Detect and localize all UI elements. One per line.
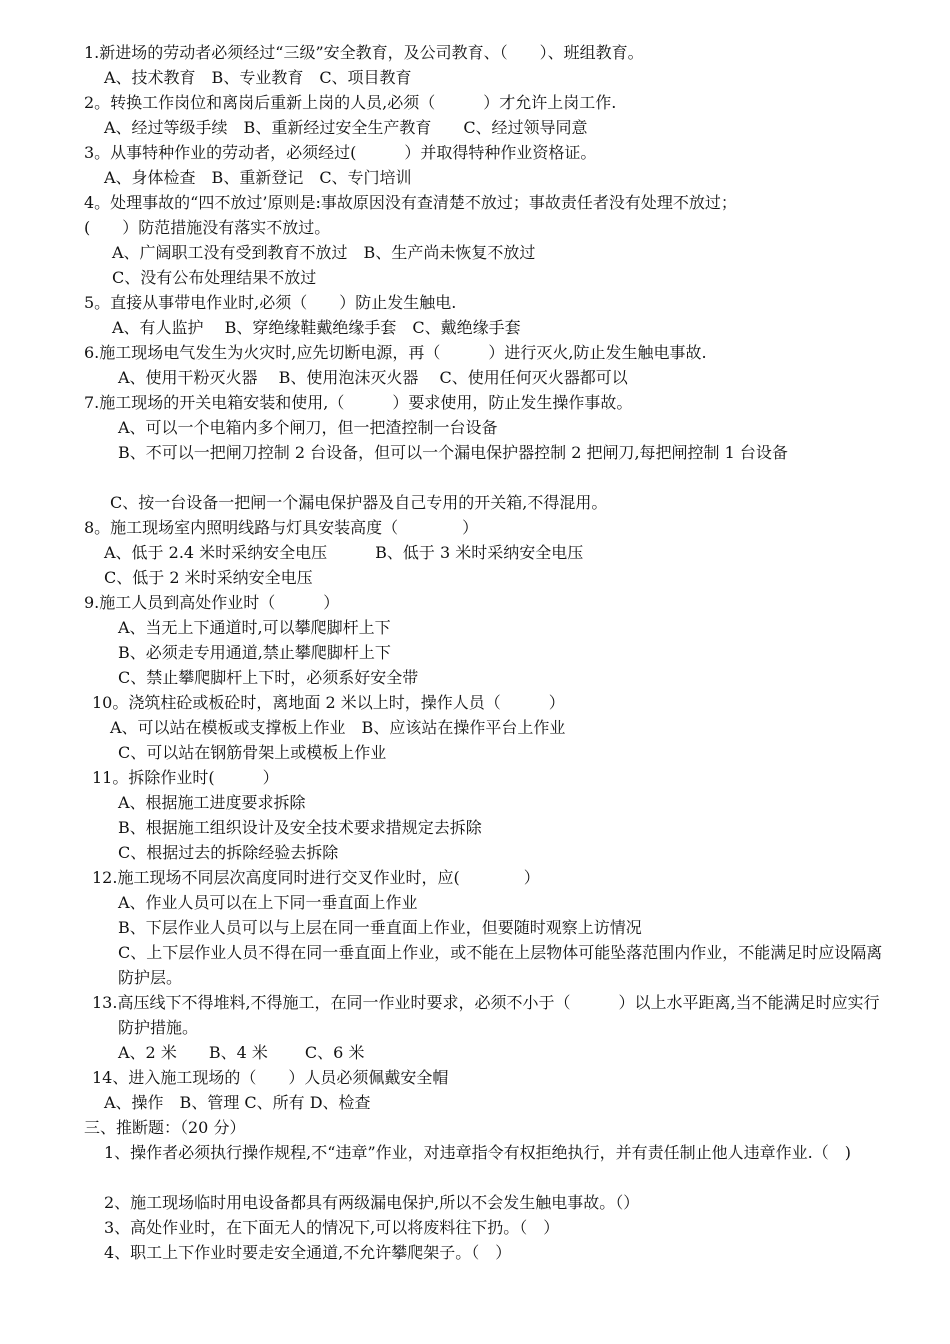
question-5: 5。直接从事带电作业时,必须（ ）防止发生触电. [84, 293, 457, 312]
question-14: 14、进入施工现场的（ ）人员必须佩戴安全帽 [92, 1068, 449, 1087]
question-8-option-c: C、低于 2 米时采纳安全电压 [104, 568, 313, 587]
question-1: 1.新进场的劳动者必须经过“三级”安全教育，及公司教育、（ ）、班组教育。 [84, 43, 644, 62]
question-13: 13.高压线下不得堆料,不得施工，在同一作业时要求，必须不小于（ ）以上水平距离,当不能满足时应实行防护措施。 [92, 993, 880, 1037]
question-12-option-a: A、作业人员可以在上下同一垂直面上作业 [118, 893, 418, 912]
question-4-option-c: C、没有公布处理结果不放过 [112, 268, 317, 287]
question-11: 11。拆除作业时( ） [92, 768, 279, 787]
question-10-option-c: C、可以站在钢筋骨架上或模板上作业 [118, 743, 387, 762]
section-heading-judgment: 三、推断题：（20 分） [84, 1118, 246, 1137]
judgment-3: 3、高处作业时，在下面无人的情况下,可以将废料往下扔。（ ） [104, 1218, 560, 1237]
question-2: 2。转换工作岗位和离岗后重新上岗的人员,必须（ ）才允许上岗工作. [84, 93, 617, 112]
judgment-4: 4、职工上下作业时要走安全通道,不允许攀爬架子。（ ） [104, 1243, 512, 1262]
question-9-option-b: B、必须走专用通道,禁止攀爬脚杆上下 [118, 643, 391, 662]
question-3: 3。从事特种作业的劳动者，必须经过( ）并取得特种作业资格证。 [84, 143, 597, 162]
question-10-options-ab: A、可以站在模板或支撑板上作业 B、应该站在操作平台上作业 [110, 718, 566, 737]
question-4: 4。处理事故的“四不放过’原则是:事故原因没有查清楚不放过；事故责任者没有处理不放过； [84, 193, 737, 212]
question-4-continued: ( ）防范措施没有落实不放过。 [84, 218, 331, 237]
question-12: 12.施工现场不同层次高度同时进行交叉作业时，应( ） [92, 868, 540, 887]
question-12-option-c: C、上下层作业人员不得在同一垂直面上作业，或不能在上层物体可能坠落范围内作业，不能满足时应设隔离防护层。 [118, 943, 883, 987]
question-5-options: A、有人监护 B、穿绝缘鞋戴绝缘手套 C、戴绝缘手套 [112, 318, 521, 337]
question-6: 6.施工现场电气发生为火灾时,应先切断电源，再（ ）进行灭火,防止发生触电事故. [84, 343, 707, 362]
question-10: 10。浇筑柱砼或板砼时，离地面 2 米以上时，操作人员（ ） [92, 693, 565, 712]
question-7-option-a: A、可以一个电箱内多个闸刀，但一把渣控制一台设备 [118, 418, 498, 437]
question-13-options: A、2 米 B、4 米 C、6 米 [118, 1043, 365, 1062]
judgment-2: 2、施工现场临时用电设备都具有两级漏电保护,所以不会发生触电事故。（） [104, 1193, 640, 1212]
question-14-options: A、操作 B、管理 C、所有 D、检查 [104, 1093, 371, 1112]
question-11-option-a: A、根据施工进度要求拆除 [118, 793, 306, 812]
question-7-option-c: C、按一台设备一把闸一个漏电保护器及自己专用的开关箱,不得混用。 [110, 493, 608, 512]
question-8: 8。施工现场室内照明线路与灯具安装高度（ ） [84, 518, 479, 537]
judgment-1: 1、操作者必须执行操作规程,不“违章”作业，对违章指令有权拒绝执行，并有责任制止他人违章作业.（ ) [104, 1143, 851, 1162]
question-12-option-b: B、下层作业人员可以与上层在同一垂直面上作业，但要随时观察上访情况 [118, 918, 642, 937]
question-7-option-b: B、不可以一把闸刀控制 2 台设备，但可以一个漏电保护器控制 2 把闸刀,每把闸控制 1 台设备 [118, 443, 788, 462]
question-6-options: A、使用干粉灭火器 B、使用泡沫灭火器 C、使用任何灭火器都可以 [118, 368, 628, 387]
question-7: 7.施工现场的开关电箱安装和使用,（ ）要求使用，防止发生操作事故。 [84, 393, 633, 412]
question-9-option-a: A、当无上下通道时,可以攀爬脚杆上下 [118, 618, 391, 637]
question-8-options-ab: A、低于 2.4 米时采纳安全电压 B、低于 3 米时采纳安全电压 [104, 543, 584, 562]
question-2-options: A、经过等级手续 B、重新经过安全生产教育 C、经过领导同意 [104, 118, 588, 137]
question-4-options-ab: A、广阔职工没有受到教育不放过 B、生产尚未恢复不放过 [112, 243, 536, 262]
question-9: 9.施工人员到高处作业时（ ） [84, 593, 340, 612]
question-11-option-c: C、根据过去的拆除经验去拆除 [118, 843, 339, 862]
question-9-option-c: C、禁止攀爬脚杆上下时，必须系好安全带 [118, 668, 419, 687]
question-11-option-b: B、根据施工组织设计及安全技术要求措规定去拆除 [118, 818, 482, 837]
question-3-options: A、身体检查 B、重新登记 C、专门培训 [104, 168, 412, 187]
question-1-options: A、技术教育 B、专业教育 C、项目教育 [104, 68, 412, 87]
